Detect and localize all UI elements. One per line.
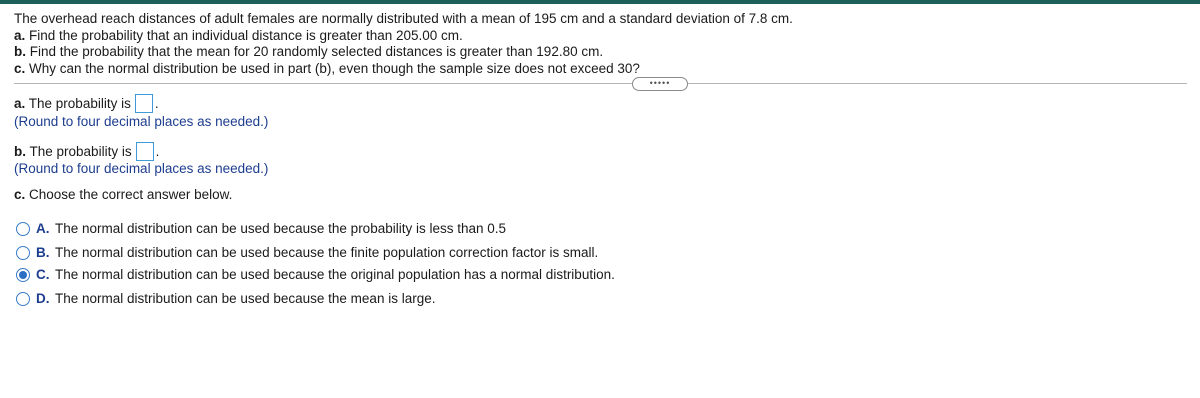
- answer-b-prefix: The probability is: [29, 144, 132, 160]
- answer-b-line: [14, 143, 159, 162]
- part-b-text: Find the probability that the mean for 20 randomly selected distances is greater than 192.80 cm.: [29, 44, 604, 59]
- radio-a[interactable]: [16, 222, 30, 236]
- answer-b-hint: (Round to four decimal places as needed.): [14, 161, 269, 176]
- option-b-letter: B.: [36, 245, 50, 260]
- answer-c-label: c.: [14, 187, 26, 202]
- part-b-label: b.: [14, 44, 26, 59]
- answer-a-suffix: .: [154, 96, 159, 112]
- option-c-letter: C.: [36, 267, 50, 282]
- answer-a-prefix: The probability is: [28, 96, 131, 112]
- option-c-text: The normal distribution can be used because the original population has a normal distribution.: [55, 267, 615, 282]
- answer-a-label: a.: [14, 96, 26, 112]
- question-part-b: [14, 44, 793, 61]
- option-b-text: The normal distribution can be used because the finite population correction factor is small.: [55, 245, 599, 260]
- part-a-text: Find the probability that an individual distance is greater than 205.00 cm.: [29, 27, 463, 43]
- answer-a-line: [14, 95, 159, 114]
- answer-b-suffix: .: [155, 144, 160, 160]
- answer-b-label: b.: [14, 144, 26, 160]
- radio-c-selected[interactable]: [16, 268, 30, 282]
- radio-b[interactable]: [16, 246, 30, 260]
- question-part-a: [14, 28, 793, 45]
- option-a-text: The normal distribution can be used because the probability is less than 0.5: [55, 221, 507, 236]
- radio-d[interactable]: [16, 292, 30, 306]
- question-part-c: [14, 61, 793, 78]
- answer-c-line: [14, 187, 232, 203]
- part-a-label: a.: [14, 27, 26, 43]
- option-d-text: The normal distribution can be used because the mean is large.: [55, 291, 436, 306]
- section-divider: [14, 83, 1187, 84]
- option-a-letter: A.: [36, 221, 50, 236]
- question-intro: The overhead reach distances of adult females are normally distributed with a mean of 195 cm and a standard deviation of 7.8 cm.: [14, 11, 793, 26]
- answer-c-prompt: Choose the correct answer below.: [29, 187, 233, 202]
- expand-question-button[interactable]: •••••: [632, 77, 688, 91]
- answer-a-hint: (Round to four decimal places as needed.): [14, 114, 269, 129]
- answer-a-input[interactable]: [135, 94, 153, 113]
- top-accent-bar: [0, 0, 1200, 4]
- part-c-label: c.: [14, 60, 26, 76]
- option-d-letter: D.: [36, 291, 50, 306]
- answer-b-input[interactable]: [136, 142, 154, 161]
- question-text: [14, 11, 793, 77]
- part-c-text: Why can the normal distribution be used in part (b), even though the sample size does not exceed 30?: [29, 60, 640, 76]
